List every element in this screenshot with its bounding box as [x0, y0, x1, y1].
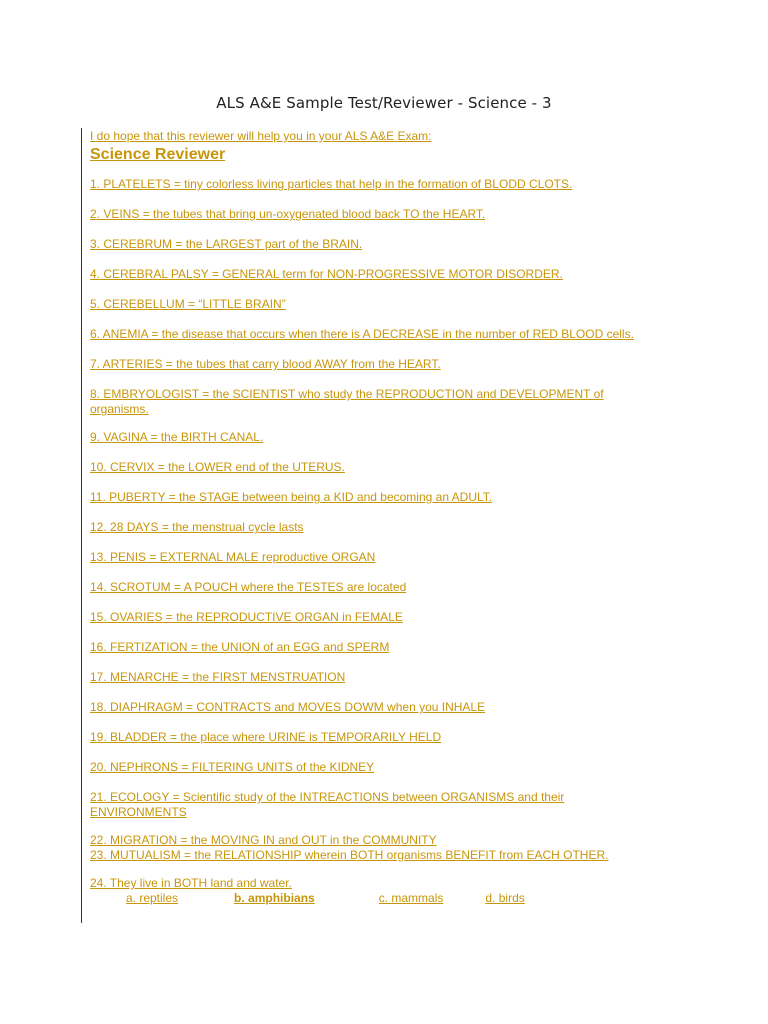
reviewer-items: [90, 177, 680, 891]
left-margin-rule: [81, 128, 82, 923]
reviewer-item: [90, 833, 680, 863]
reviewer-item: [90, 460, 680, 475]
reviewer-item: [90, 357, 680, 372]
reviewer-item-line: ENVIRONMENTS: [90, 805, 187, 819]
option-a: a. reptiles: [126, 891, 179, 905]
reviewer-item-line: 6. ANEMIA = the disease that occurs when there is A DECREASE in the number of RED BLOOD cells.: [90, 327, 634, 341]
reviewer-item-line: 21. ECOLOGY = Scientific study of the INTREACTIONS between ORGANISMS and their: [90, 790, 565, 804]
reviewer-item: [90, 550, 680, 565]
reviewer-item-line: 24. They live in BOTH land and water.: [90, 876, 292, 890]
reviewer-item-line: 13. PENIS = EXTERNAL MALE reproductive ORGAN: [90, 550, 376, 564]
reviewer-item-line: 15. OVARIES = the REPRODUCTIVE ORGAN in FEMALE: [90, 610, 403, 624]
reviewer-item-line: 7. ARTERIES = the tubes that carry blood AWAY from the HEART.: [90, 357, 441, 371]
reviewer-item-line: 10. CERVIX = the LOWER end of the UTERUS.: [90, 460, 345, 474]
reviewer-item: [90, 387, 680, 417]
reviewer-item-line: 5. CEREBELLUM = “LITTLE BRAIN”: [90, 297, 286, 311]
reviewer-item: [90, 876, 680, 891]
reviewer-item-line: 3. CEREBRUM = the LARGEST part of the BRAIN.: [90, 237, 363, 251]
reviewer-item-line: 12. 28 DAYS = the menstrual cycle lasts: [90, 520, 304, 534]
reviewer-item: [90, 700, 680, 715]
reviewer-item-line: 17. MENARCHE = the FIRST MENSTRUATION: [90, 670, 346, 684]
option-d: d. birds: [485, 891, 525, 905]
reviewer-item: [90, 267, 680, 282]
reviewer-item-line: organisms.: [90, 402, 149, 416]
reviewer-item: [90, 610, 680, 625]
reviewer-item: [90, 207, 680, 222]
reviewer-item-line: 11. PUBERTY = the STAGE between being a KID and becoming an ADULT.: [90, 490, 493, 504]
reviewer-item: [90, 580, 680, 595]
reviewer-item: [90, 520, 680, 535]
reviewer-item: [90, 730, 680, 745]
reviewer-item-line: 16. FERTIZATION = the UNION of an EGG and SPERM: [90, 640, 390, 654]
reviewer-item: [90, 760, 680, 775]
document-title: ALS A&E Sample Test/Reviewer - Science - 3: [216, 94, 552, 112]
intro-text: I do hope that this reviewer will help you in your ALS A&E Exam:: [90, 129, 432, 143]
reviewer-item-line: 23. MUTUALISM = the RELATIONSHIP wherein BOTH organisms BENEFIT from EACH OTHER.: [90, 848, 609, 862]
option-c: c. mammals: [378, 891, 444, 905]
reviewer-item: [90, 237, 680, 252]
reviewer-item: [90, 297, 680, 312]
reviewer-item-line: 4. CEREBRAL PALSY = GENERAL term for NON-PROGRESSIVE MOTOR DISORDER.: [90, 267, 563, 281]
option-b: b. amphibians: [234, 891, 315, 905]
reviewer-item: [90, 490, 680, 505]
reviewer-item-line: 18. DIAPHRAGM = CONTRACTS and MOVES DOWM when you INHALE: [90, 700, 486, 714]
reviewer-item-line: 20. NEPHRONS = FILTERING UNITS of the KIDNEY: [90, 760, 375, 774]
section-heading: Science Reviewer: [90, 146, 226, 163]
reviewer-item: [90, 177, 680, 192]
reviewer-item: [90, 790, 680, 820]
reviewer-item: [90, 640, 680, 655]
reviewer-item-line: 19. BLADDER = the place where URINE is TEMPORARILY HELD: [90, 730, 442, 744]
reviewer-item-line: 22. MIGRATION = the MOVING IN and OUT in the COMMUNITY: [90, 833, 437, 847]
reviewer-item: [90, 430, 680, 445]
reviewer-item: [90, 327, 680, 342]
reviewer-item-line: 14. SCROTUM = A POUCH where the TESTES are located: [90, 580, 407, 594]
reviewer-item-line: 9. VAGINA = the BIRTH CANAL.: [90, 430, 264, 444]
reviewer-content: [90, 129, 680, 906]
answer-options: [90, 891, 680, 906]
reviewer-item-line: 2. VEINS = the tubes that bring un-oxygenated blood back TO the HEART.: [90, 207, 486, 221]
reviewer-item: [90, 670, 680, 685]
reviewer-item-line: 8. EMBRYOLOGIST = the SCIENTIST who study the REPRODUCTION and DEVELOPMENT of: [90, 387, 604, 401]
reviewer-item-line: 1. PLATELETS = tiny colorless living particles that help in the formation of BLODD CLOTS.: [90, 177, 573, 191]
